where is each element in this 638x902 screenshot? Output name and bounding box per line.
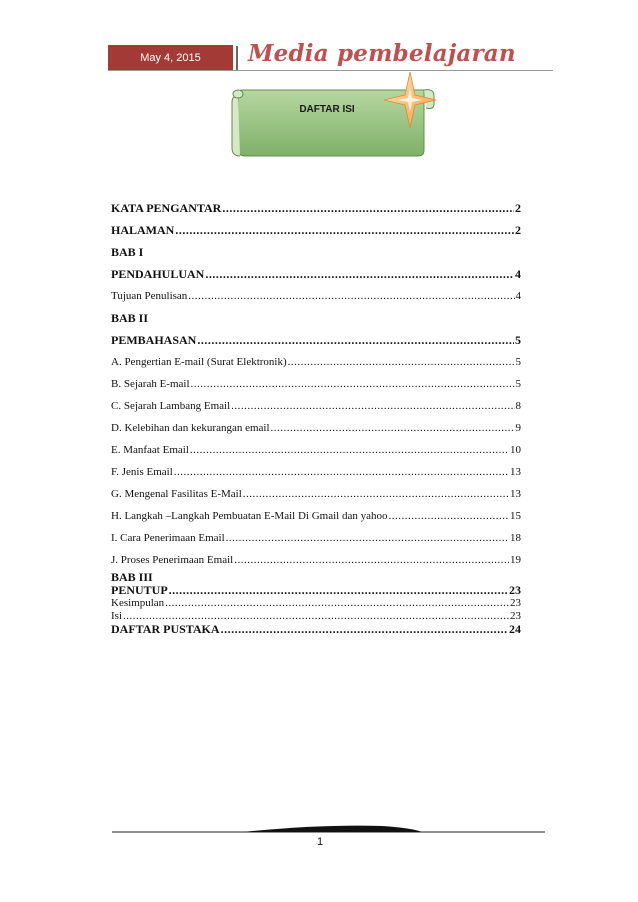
- toc-page-number: 23: [510, 610, 521, 622]
- toc-entry: [111, 263, 521, 285]
- toc-leader-dots: [165, 597, 509, 610]
- toc-chapter-heading: BAB I: [111, 245, 144, 259]
- toc-entry: [111, 219, 521, 241]
- toc-entry: [111, 483, 521, 505]
- toc-page-number: 23: [509, 583, 521, 597]
- toc-leader-dots: [174, 461, 509, 483]
- toc-page-number: 5: [515, 356, 521, 368]
- toc-leader-dots: [188, 285, 514, 307]
- toc-entry: [111, 584, 521, 597]
- toc-entry-title: I. Cara Penerimaan Email: [111, 532, 225, 544]
- toc-leader-dots: [231, 395, 514, 417]
- toc-page-number: 19: [510, 554, 521, 566]
- toc-leader-dots: [222, 197, 514, 219]
- toc-entry: [111, 285, 521, 307]
- toc-entry: [111, 351, 521, 373]
- toc-entry-title: Kesimpulan: [111, 597, 165, 609]
- header-title: Media pembelajaran: [248, 40, 516, 67]
- toc-entry: [111, 329, 521, 351]
- toc-entry: [111, 373, 521, 395]
- toc-entry-title: PENUTUP: [111, 583, 168, 597]
- header-date: May 4, 2015: [108, 45, 233, 71]
- toc-page-number: 8: [515, 400, 521, 412]
- toc-entry-title: B. Sejarah E-mail: [111, 378, 190, 390]
- toc-page-number: 15: [510, 510, 521, 522]
- toc-entry: [111, 461, 521, 483]
- toc-page-number: 4: [515, 290, 521, 302]
- toc-leader-dots: [191, 373, 515, 395]
- toc-leader-dots: [271, 417, 515, 439]
- toc-chapter-heading: BAB II: [111, 311, 149, 325]
- toc-entry: [111, 417, 521, 439]
- toc-entry-title: KATA PENGANTAR: [111, 201, 222, 215]
- toc-page-number: 2: [515, 201, 521, 215]
- page-number: 1: [316, 836, 324, 848]
- toc-page-number: 13: [510, 488, 521, 500]
- toc-leader-dots: [388, 505, 509, 527]
- toc-entry: [111, 623, 521, 636]
- toc-entry-title: J. Proses Penerimaan Email: [111, 554, 234, 566]
- toc-page-number: 5: [515, 333, 521, 347]
- toc-page-number: 18: [510, 532, 521, 544]
- footer-rule: [112, 822, 545, 834]
- toc-entry-title: H. Langkah –Langkah Pembuatan E-Mail Di Gmail dan yahoo: [111, 510, 388, 522]
- toc-entry-title: HALAMAN: [111, 223, 175, 237]
- toc-entry-title: C. Sejarah Lambang Email: [111, 400, 231, 412]
- toc-entry-title: D. Kelebihan dan kekurangan email: [111, 422, 270, 434]
- daftar-isi-banner: [228, 70, 448, 162]
- toc-chapter-heading: BAB III: [111, 570, 153, 584]
- table-of-contents: [111, 197, 521, 636]
- toc-page-number: 2: [515, 223, 521, 237]
- toc-entry-title: Isi: [111, 610, 122, 622]
- toc-entry: [111, 395, 521, 417]
- toc-page-number: 13: [510, 466, 521, 478]
- toc-page-number: 9: [515, 422, 521, 434]
- toc-leader-dots: [221, 623, 508, 636]
- toc-entry-title: PEMBAHASAN: [111, 333, 197, 347]
- toc-entry-title: A. Pengertian E-mail (Surat Elektronik): [111, 356, 287, 368]
- toc-entry-title: E. Manfaat Email: [111, 444, 189, 456]
- toc-page-number: 5: [515, 378, 521, 390]
- toc-leader-dots: [288, 351, 515, 373]
- toc-entry: [111, 597, 521, 610]
- toc-entry-title: PENDAHULUAN: [111, 267, 205, 281]
- toc-entry: [111, 439, 521, 461]
- toc-leader-dots: [243, 483, 509, 505]
- toc-entry-title: DAFTAR PUSTAKA: [111, 622, 220, 636]
- toc-leader-dots: [234, 549, 509, 571]
- banner-label: DAFTAR ISI: [299, 104, 355, 115]
- toc-entry: [111, 549, 521, 571]
- toc-page-number: 23: [510, 597, 521, 609]
- toc-leader-dots: [197, 329, 514, 351]
- toc-entry-title: F. Jenis Email: [111, 466, 173, 478]
- toc-entry-title: G. Mengenal Fasilitas E-Mail: [111, 488, 242, 500]
- toc-leader-dots: [190, 439, 509, 461]
- toc-entry: [111, 505, 521, 527]
- toc-page-number: 4: [515, 267, 521, 281]
- toc-entry-title: Tujuan Penulisan: [111, 290, 188, 302]
- toc-entry: [111, 527, 521, 549]
- toc-page-number: 10: [510, 444, 521, 456]
- toc-leader-dots: [205, 263, 514, 285]
- toc-leader-dots: [226, 527, 509, 549]
- toc-entry: [111, 197, 521, 219]
- toc-page-number: 24: [509, 622, 521, 636]
- header-divider: [236, 46, 238, 70]
- toc-leader-dots: [169, 584, 508, 597]
- toc-leader-dots: [175, 219, 514, 241]
